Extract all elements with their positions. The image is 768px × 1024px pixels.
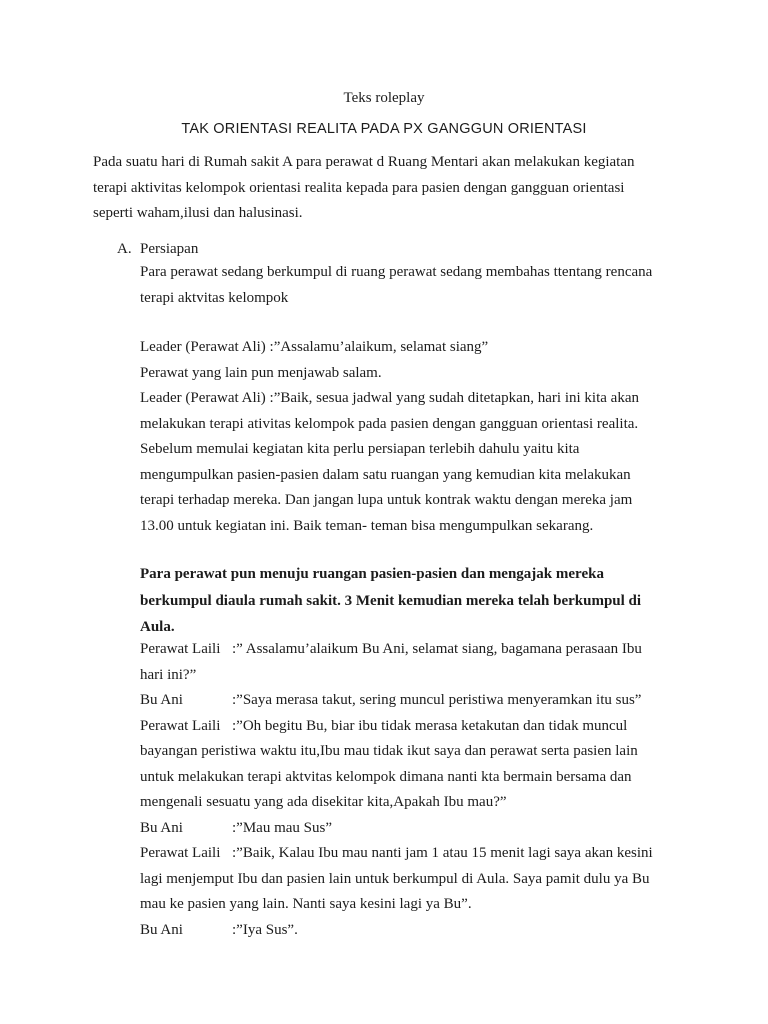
document-subtitle: TAK ORIENTASI REALITA PADA PX GANGGUN ORIENTASI — [181, 121, 587, 137]
leader-line: Perawat yang lain pun menjawab salam. — [140, 364, 382, 381]
section-title: Persiapan — [140, 241, 199, 257]
speaker-name: Perawat Laili — [140, 641, 221, 657]
narration-line: Para perawat pun menuju ruangan pasien-pasien dan mengajak mereka — [140, 566, 604, 582]
dialogue-turn — [140, 816, 700, 842]
dialogue-block — [140, 637, 700, 943]
speaker-name: Bu Ani — [140, 819, 183, 836]
section-letter: A. — [117, 241, 132, 257]
intro-line: Pada suatu hari di Rumah sakit A para perawat d Ruang Mentari akan melakukan kegiatan — [93, 154, 635, 170]
leader-line: terapi terhadap mereka. Dan jangan lupa untuk kontrak waktu dengan mereka jam — [140, 492, 633, 508]
dialogue-turn — [140, 637, 700, 663]
speaker-name: Bu Ani — [140, 692, 183, 708]
speaker-name: Perawat Laili — [140, 717, 221, 734]
leader-line: 13.00 untuk kegiatan ini. Baik teman- teman bisa mengumpulkan sekarang. — [140, 517, 594, 534]
dialogue-continuation: mengenali sesuatu yang ada disekitar kita,Apakah Ibu mau?” — [140, 794, 507, 810]
dialogue-turn — [140, 714, 700, 740]
leader-line: Leader (Perawat Ali) :”Baik, sesua jadwal yang sudah ditetapkan, hari ini kita akan — [140, 390, 639, 406]
dialogue-text: :”Baik, Kalau Ibu mau nanti jam 1 atau 15 menit lagi saya akan kesini — [232, 845, 653, 861]
dialogue-text: :”Iya Sus”. — [232, 921, 298, 938]
dialogue-text: :”Mau mau Sus” — [232, 819, 332, 836]
dialogue-continuation: mau ke pasien yang lain. Nanti saya kesini lagi ya Bu”. — [140, 896, 472, 912]
leader-dialogue — [140, 335, 700, 539]
prep-paragraph — [140, 260, 700, 311]
document-title: Teks roleplay — [343, 90, 425, 106]
dialogue-turn — [140, 918, 700, 944]
prep-line: terapi aktvitas kelompok — [140, 289, 289, 306]
dialogue-continuation: untuk melakukan terapi aktvitas kelompok dimana nanti kta bermain bersama dan — [140, 768, 632, 785]
dialogue-turn — [140, 841, 700, 867]
dialogue-text: :”Oh begitu Bu, biar ibu tidak merasa ketakutan dan tidak muncul — [232, 717, 628, 734]
narration-paragraph — [140, 561, 700, 641]
leader-line: Sebelum memulai kegiatan kita perlu persiapan terlebih dahulu yaitu kita — [140, 441, 580, 457]
dialogue-continuation: hari ini?” — [140, 666, 197, 683]
speaker-name: Bu Ani — [140, 921, 183, 938]
narration-line: berkumpul diaula rumah sakit. 3 Menit kemudian mereka telah berkumpul di — [140, 592, 642, 609]
leader-line: Leader (Perawat Ali) :”Assalamu’alaikum, selamat siang” — [140, 339, 489, 355]
speaker-name: Perawat Laili — [140, 845, 221, 861]
dialogue-continuation: bayangan peristiwa waktu itu,Ibu mau tidak ikut saya dan perawat serta pasien lain — [140, 743, 638, 759]
prep-line: Para perawat sedang berkumpul di ruang perawat sedang membahas ttentang rencana — [140, 264, 653, 280]
dialogue-text: :” Assalamu’alaikum Bu Ani, selamat siang, bagamana perasaan Ibu — [232, 641, 642, 657]
leader-line: mengumpulkan pasien-pasien dalam satu ruangan yang kemudian kita melakukan — [140, 466, 631, 483]
intro-paragraph — [93, 150, 683, 227]
dialogue-turn — [140, 688, 700, 714]
intro-line: terapi aktivitas kelompok orientasi realita kepada para pasien dengan gangguan orientasi — [93, 179, 625, 196]
dialogue-text: :”Saya merasa takut, sering muncul peristiwa menyeramkan itu sus” — [232, 692, 642, 708]
intro-line: seperti waham,ilusi dan halusinasi. — [93, 205, 303, 221]
narration-line: Aula. — [140, 619, 175, 635]
dialogue-continuation: lagi menjemput Ibu dan pasien lain untuk berkumpul di Aula. Saya pamit dulu ya Bu — [140, 870, 650, 887]
leader-line: melakukan terapi ativitas kelompok pada pasien dengan gangguan orientasi realita. — [140, 415, 639, 432]
